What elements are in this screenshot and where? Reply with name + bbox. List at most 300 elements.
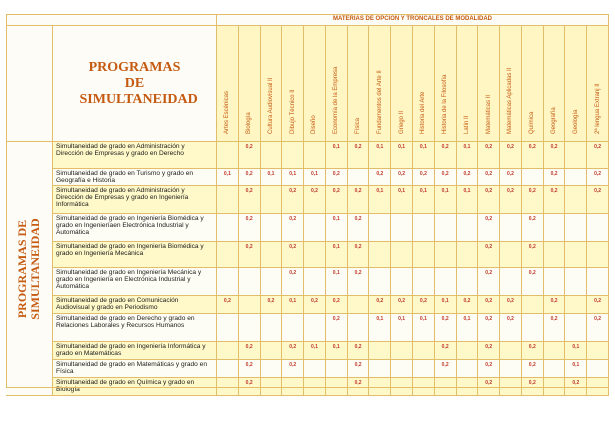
weight-cell (500, 142, 522, 169)
weight-cell (391, 169, 413, 186)
weight-value: 0,2 (289, 270, 297, 276)
weight-cell (413, 169, 435, 186)
weight-value: 0,2 (485, 244, 493, 250)
weight-cell (435, 296, 457, 314)
weight-value: 0,2 (572, 380, 580, 386)
weight-value: 0,2 (289, 344, 297, 350)
weight-cell (565, 169, 587, 186)
weight-value: 0,1 (572, 344, 580, 350)
subject-header (326, 26, 348, 142)
weight-cell (565, 314, 587, 342)
weight-cell (348, 378, 370, 396)
subject-header (369, 26, 391, 142)
weight-cell (391, 268, 413, 296)
weight-cell (478, 214, 500, 242)
program-label: Simultaneidad de grado en Administración y Dirección de Empresas y grado en Derecho (53, 142, 217, 169)
weight-value: 0,2 (594, 171, 602, 177)
weight-cell (326, 360, 348, 378)
weight-value: 0,2 (311, 188, 318, 194)
subject-header (457, 26, 479, 142)
weight-cell (457, 314, 479, 342)
weight-value: 0,2 (289, 244, 297, 250)
weight-cell (217, 378, 239, 396)
weight-cell (544, 360, 566, 378)
weight-cell (369, 214, 391, 242)
weight-cell (500, 296, 522, 314)
subject-header-label: 2ª lengua Extranj II (594, 83, 601, 134)
weight-cell (304, 214, 326, 242)
materias-header: MATERIAS DE OPCIÓN Y TRONCALES DE MODALIDAD (217, 14, 609, 26)
weight-cell (413, 296, 435, 314)
weight-value: 0,2 (441, 171, 449, 177)
subject-header (413, 26, 435, 142)
weight-cell (217, 142, 239, 169)
weight-cell (565, 296, 587, 314)
weight-cell (326, 242, 348, 268)
weight-cell (304, 169, 326, 186)
weight-cell (478, 378, 500, 396)
weight-value: 0,2 (311, 298, 318, 304)
weight-cell (587, 142, 609, 169)
weight-cell (369, 314, 391, 342)
weight-cell (587, 242, 609, 268)
weight-value: 0,1 (441, 188, 449, 194)
weight-value: 0,1 (223, 171, 231, 177)
weight-cell (261, 186, 283, 214)
weight-cell (457, 342, 479, 360)
weight-cell (391, 142, 413, 169)
weight-value: 0,2 (550, 188, 558, 194)
weight-value: 0,1 (441, 298, 449, 304)
weight-cell (348, 142, 370, 169)
weight-cell (369, 242, 391, 268)
weight-cell (348, 360, 370, 378)
subject-header-label: Física (355, 117, 362, 134)
weight-value: 0,1 (311, 344, 318, 350)
weight-value: 0,2 (245, 188, 253, 194)
weight-cell (544, 186, 566, 214)
subject-header (391, 26, 413, 142)
weight-value: 0,1 (332, 144, 340, 150)
subject-header (522, 26, 544, 142)
weight-value: 0,2 (245, 171, 253, 177)
weight-cell (282, 342, 304, 360)
weight-cell (457, 142, 479, 169)
weight-value: 0,2 (528, 144, 536, 150)
subject-header-label: Artes Escénicas (224, 90, 231, 134)
weight-value: 0,2 (463, 171, 471, 177)
weight-cell (435, 342, 457, 360)
weight-value: 0,2 (485, 144, 493, 150)
weight-value: 0,2 (354, 144, 362, 150)
weight-value: 0,2 (223, 298, 231, 304)
weight-value: 0,2 (441, 344, 449, 350)
weight-cell (435, 268, 457, 296)
weight-value: 0,2 (550, 316, 558, 322)
weight-cell (348, 169, 370, 186)
program-label: Simultaneidad de grado en Ingeniería Mecánica y grado en Ingeniería en Electrónica Industrial y Automática (53, 268, 217, 296)
weight-cell (304, 242, 326, 268)
weight-cell (326, 268, 348, 296)
weight-value: 0,2 (354, 380, 362, 386)
weight-cell (457, 360, 479, 378)
weight-value: 0,2 (485, 188, 493, 194)
weight-cell (478, 242, 500, 268)
subject-header (348, 26, 370, 142)
weight-cell (261, 169, 283, 186)
weight-cell (217, 342, 239, 360)
weight-value: 0,1 (398, 144, 406, 150)
weight-cell (261, 214, 283, 242)
weight-value: 0,2 (332, 298, 340, 304)
weight-cell (457, 242, 479, 268)
weight-cell (500, 314, 522, 342)
program-label: Simultaneidad de grado en Ingeniería Biomédica y grado en Ingeniería Mecánica (53, 242, 217, 268)
weight-value: 0,1 (376, 316, 384, 322)
weight-cell (413, 268, 435, 296)
weight-value: 0,1 (463, 144, 471, 150)
weight-cell (369, 169, 391, 186)
weight-cell (544, 296, 566, 314)
weight-value: 0,2 (507, 144, 514, 150)
weight-cell (369, 186, 391, 214)
weight-cell (500, 342, 522, 360)
weight-cell (435, 142, 457, 169)
weight-value: 0,2 (398, 171, 406, 177)
weight-cell (587, 169, 609, 186)
weight-value: 0,2 (398, 298, 406, 304)
subject-header (478, 26, 500, 142)
weight-value: 0,2 (354, 362, 362, 368)
weight-cell (261, 342, 283, 360)
weight-value: 0,2 (245, 244, 253, 250)
weight-cell (478, 342, 500, 360)
weight-cell (522, 360, 544, 378)
weight-cell (239, 268, 261, 296)
weight-value: 0,2 (528, 380, 536, 386)
weight-value: 0,2 (289, 216, 297, 222)
weight-cell (565, 142, 587, 169)
weight-value: 0,1 (289, 171, 297, 177)
weight-cell (544, 169, 566, 186)
weight-cell (261, 268, 283, 296)
weight-cell (478, 142, 500, 169)
weight-cell (304, 186, 326, 214)
weight-cell (326, 314, 348, 342)
subject-header-label: Geología (572, 109, 579, 134)
weight-cell (565, 214, 587, 242)
subject-header-label: Fundamentos del Arte II (376, 70, 383, 134)
weight-cell (522, 169, 544, 186)
weight-cell (326, 378, 348, 396)
weight-cell (457, 214, 479, 242)
weight-cell (435, 360, 457, 378)
weight-cell (304, 378, 326, 396)
subject-header-label: Economía de la Empresa (333, 66, 340, 134)
weight-cell (478, 268, 500, 296)
weight-value: 0,1 (419, 316, 427, 322)
simultaneity-table (6, 14, 609, 393)
weight-cell (282, 360, 304, 378)
weight-value: 0,2 (245, 144, 253, 150)
weight-cell (282, 242, 304, 268)
weight-value: 0,2 (289, 362, 297, 368)
weight-value: 0,2 (528, 344, 536, 350)
weight-cell (282, 142, 304, 169)
program-label: Simultaneidad de grado en Ingeniería Biomédica y grado en Ingenieríaen Electrónica Industrial y Automática (53, 214, 217, 242)
weight-value: 0,2 (419, 298, 427, 304)
weight-value: 0,2 (354, 244, 362, 250)
weight-cell (544, 142, 566, 169)
weight-value: 0,2 (419, 171, 427, 177)
weight-cell (282, 314, 304, 342)
weight-cell (282, 214, 304, 242)
weight-cell (500, 214, 522, 242)
weight-cell (522, 214, 544, 242)
weight-cell (326, 186, 348, 214)
weight-cell (261, 296, 283, 314)
weight-cell (544, 268, 566, 296)
subject-header-label: Griego II (398, 110, 405, 134)
weight-cell (239, 360, 261, 378)
weight-cell (500, 186, 522, 214)
weight-cell (304, 268, 326, 296)
weight-value: 0,2 (245, 380, 253, 386)
weight-cell (522, 242, 544, 268)
weight-cell (522, 142, 544, 169)
weight-cell (435, 186, 457, 214)
weight-cell (391, 360, 413, 378)
subject-header (304, 26, 326, 142)
weight-cell (587, 360, 609, 378)
subject-header (544, 26, 566, 142)
weight-value: 0,1 (311, 171, 318, 177)
weight-value: 0,2 (594, 144, 602, 150)
weight-cell (348, 268, 370, 296)
subject-header-label: Dibujo Técnico II (289, 89, 296, 134)
weight-value: 0,2 (354, 188, 362, 194)
weight-cell (304, 142, 326, 169)
weight-cell (457, 169, 479, 186)
weight-cell (565, 268, 587, 296)
subject-header-label: Latín II (463, 115, 470, 134)
subject-header-label: Matemáticas Aplicadas II (507, 67, 514, 134)
weight-value: 0,2 (485, 380, 493, 386)
weight-value: 0,2 (463, 298, 471, 304)
weight-cell (282, 268, 304, 296)
weight-value: 0,2 (485, 171, 493, 177)
weight-cell (304, 360, 326, 378)
subject-header (587, 26, 609, 142)
weight-value: 0,2 (528, 270, 536, 276)
program-label: Simultaneidad de grado en Matemáticas y grado en Física (53, 360, 217, 378)
weight-value: 0,2 (376, 171, 384, 177)
weight-cell (304, 342, 326, 360)
weight-value: 0,1 (463, 316, 471, 322)
weight-cell (500, 360, 522, 378)
weight-cell (544, 242, 566, 268)
weight-cell (435, 242, 457, 268)
weight-cell (435, 169, 457, 186)
weight-cell (282, 186, 304, 214)
weight-cell (217, 314, 239, 342)
weight-cell (239, 242, 261, 268)
weight-value: 0,2 (507, 171, 514, 177)
subject-header (565, 26, 587, 142)
weight-value: 0,1 (332, 344, 340, 350)
weight-cell (239, 214, 261, 242)
weight-cell (261, 360, 283, 378)
weight-value: 0,1 (332, 216, 340, 222)
weight-cell (239, 186, 261, 214)
weight-cell (326, 214, 348, 242)
subject-header-label: Diseño (311, 115, 318, 134)
weight-cell (282, 378, 304, 396)
weight-cell (239, 378, 261, 396)
weight-value: 0,2 (594, 188, 602, 194)
weight-cell (587, 296, 609, 314)
weight-cell (544, 314, 566, 342)
weight-value: 0,2 (485, 344, 493, 350)
weight-cell (478, 360, 500, 378)
weight-cell (413, 342, 435, 360)
weight-cell (239, 169, 261, 186)
weight-value: 0,2 (485, 216, 493, 222)
weight-cell (391, 314, 413, 342)
weight-cell (565, 378, 587, 396)
weight-cell (369, 296, 391, 314)
weight-cell (500, 242, 522, 268)
weight-value: 0,1 (332, 244, 340, 250)
weight-cell (369, 268, 391, 296)
weight-cell (587, 186, 609, 214)
weight-value: 0,2 (507, 188, 514, 194)
weight-cell (435, 214, 457, 242)
weight-cell (326, 296, 348, 314)
weight-cell (587, 268, 609, 296)
program-label: Simultaneidad de grado en Química y grado en Biología (53, 378, 217, 396)
weight-value: 0,2 (528, 216, 536, 222)
side-label-text: PROGRAMAS DE SIMULTANEIDAD (15, 217, 42, 320)
weight-value: 0,2 (441, 144, 449, 150)
weight-cell (217, 214, 239, 242)
weight-cell (261, 242, 283, 268)
weight-cell (282, 169, 304, 186)
weight-cell (261, 378, 283, 396)
weight-value: 0,2 (594, 298, 602, 304)
program-label: Simultaneidad de grado en Administración y Dirección de Empresas y grado en Ingeniería Informática (53, 186, 217, 214)
weight-cell (261, 314, 283, 342)
weight-cell (282, 296, 304, 314)
weight-cell (413, 360, 435, 378)
weight-value: 0,1 (376, 188, 384, 194)
weight-value: 0,2 (550, 298, 558, 304)
weight-value: 0,2 (332, 171, 340, 177)
weight-cell (565, 342, 587, 360)
weight-value: 0,2 (485, 362, 493, 368)
weight-value: 0,1 (376, 144, 384, 150)
weight-cell (500, 378, 522, 396)
weight-cell (326, 142, 348, 169)
subject-header (217, 26, 239, 142)
weight-cell (457, 268, 479, 296)
weight-cell (544, 378, 566, 396)
weight-cell (457, 296, 479, 314)
weight-cell (587, 378, 609, 396)
weight-cell (304, 314, 326, 342)
subject-header (282, 26, 304, 142)
weight-cell (587, 214, 609, 242)
weight-cell (413, 214, 435, 242)
weight-cell (565, 242, 587, 268)
weight-cell (478, 186, 500, 214)
weight-cell (369, 142, 391, 169)
weight-value: 0,2 (441, 316, 449, 322)
weight-value: 0,1 (398, 188, 406, 194)
weight-cell (413, 378, 435, 396)
subject-header (435, 26, 457, 142)
weight-cell (500, 169, 522, 186)
weight-cell (478, 169, 500, 186)
weight-cell (348, 314, 370, 342)
subject-header-label: Historia del Arte (420, 91, 427, 134)
weight-value: 0,2 (354, 216, 362, 222)
weight-cell (457, 378, 479, 396)
weight-cell (326, 342, 348, 360)
program-label: Simultaneidad de grado en Ingeniería Informática y grado en Matemáticas (53, 342, 217, 360)
weight-value: 0,1 (419, 188, 427, 194)
weight-value: 0,2 (528, 188, 536, 194)
weight-value: 0,2 (485, 298, 493, 304)
weight-cell (413, 242, 435, 268)
weight-cell (217, 186, 239, 214)
weight-cell (217, 360, 239, 378)
weight-cell (522, 314, 544, 342)
weight-value: 0,2 (485, 316, 493, 322)
weight-value: 0,2 (354, 344, 362, 350)
weight-value: 0,2 (245, 344, 253, 350)
weight-value: 0,2 (354, 270, 362, 276)
weight-cell (435, 378, 457, 396)
weight-cell (217, 268, 239, 296)
weight-cell (522, 296, 544, 314)
weight-cell (522, 342, 544, 360)
page-title (53, 26, 217, 142)
weight-value: 0,2 (550, 144, 558, 150)
weight-cell (413, 142, 435, 169)
weight-value: 0,2 (441, 362, 449, 368)
weight-value: 0,1 (572, 362, 580, 368)
weight-cell (239, 296, 261, 314)
weight-cell (217, 169, 239, 186)
subject-header-label: Química (529, 111, 536, 134)
weight-cell (522, 268, 544, 296)
subject-header (239, 26, 261, 142)
weight-cell (522, 378, 544, 396)
program-label: Simultaneidad de grado en Turismo y grado en Geografía e Historia (53, 169, 217, 186)
weight-cell (369, 360, 391, 378)
program-label: Simultaneidad de grado en Comunicación Audiovisual y grado en Periodismo (53, 296, 217, 314)
weight-cell (348, 214, 370, 242)
weight-cell (413, 186, 435, 214)
subject-header-label: Geografía (551, 107, 558, 134)
weight-value: 0,1 (289, 298, 297, 304)
weight-cell (348, 186, 370, 214)
weight-cell (391, 186, 413, 214)
weight-cell (348, 242, 370, 268)
program-label: Simultaneidad de grado en Derecho y grado en Relaciones Laborales y Recursos Humanos (53, 314, 217, 342)
weight-cell (261, 142, 283, 169)
